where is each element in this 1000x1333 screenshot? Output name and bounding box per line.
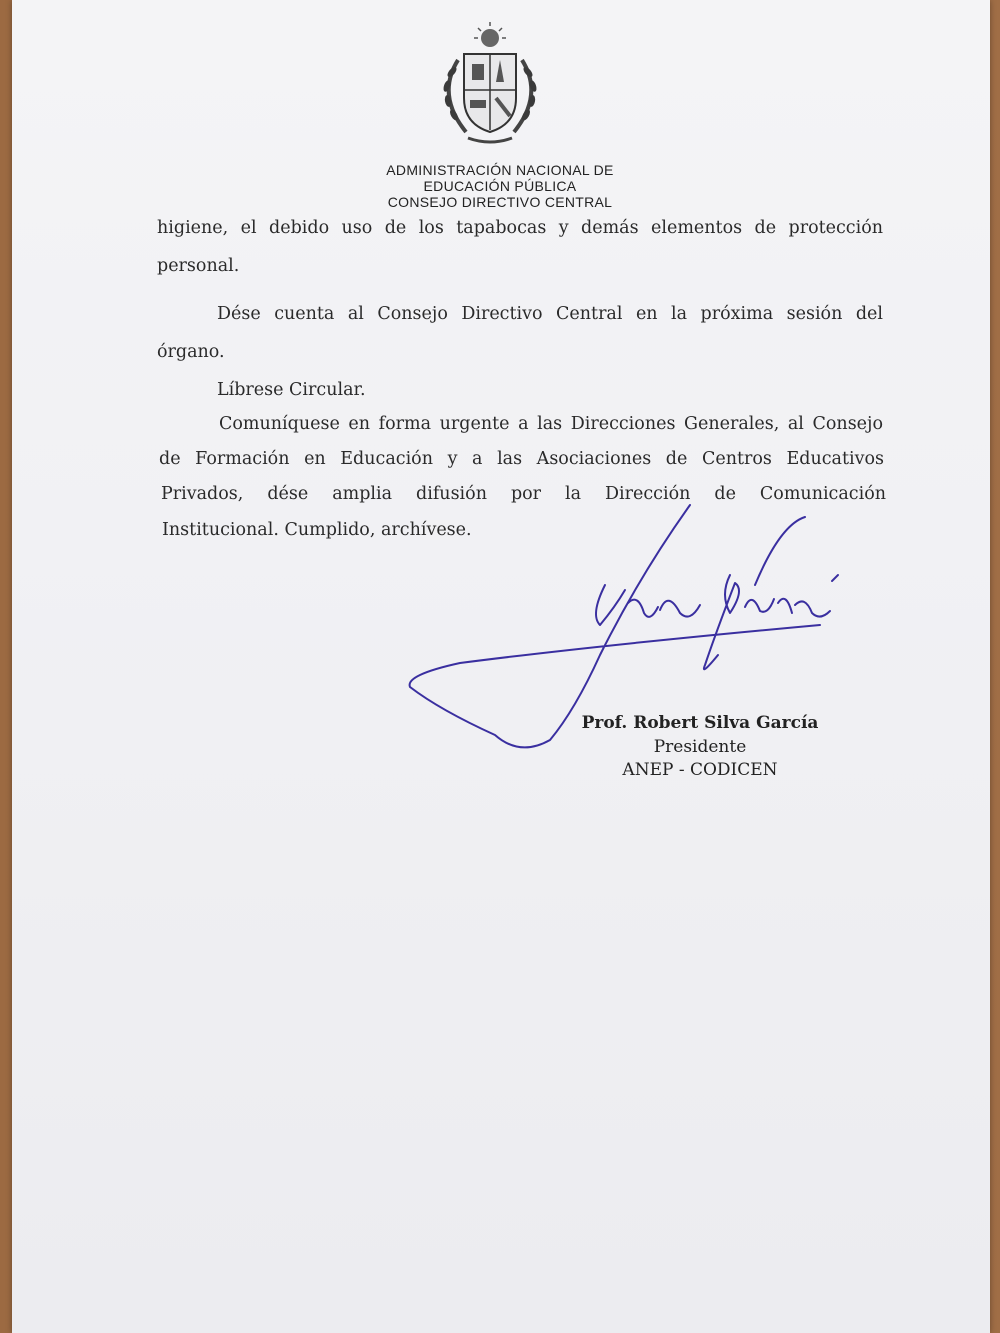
paragraph-1-line-1: higiene, el debido uso de los tapabocas y demás elementos de protección (157, 218, 883, 238)
paragraph-2-line-2: órgano. (157, 342, 225, 362)
signatory-title: Presidente (653, 737, 747, 757)
paragraph-4-line-1: Comuníquese en forma urgente a las Direcciones Generales, al Consejo (219, 414, 883, 434)
paragraph-1-line-2: personal. (157, 256, 240, 276)
header-line-3: CONSEJO DIRECTIVO CENTRAL (387, 194, 613, 210)
paragraph-2-line-1: Dése cuenta al Consejo Directivo Central en la próxima sesión del (217, 304, 883, 324)
coat-of-arms-icon (428, 20, 552, 150)
paragraph-4-line-4: Institucional. Cumplido, archívese. (162, 520, 472, 540)
header-line-2: EDUCACIÓN PÚBLICA (423, 178, 577, 194)
signatory-organization: ANEP - CODICEN (622, 760, 778, 780)
signatory-name: Prof. Robert Silva García (581, 713, 819, 733)
paragraph-4-line-3: Privados, dése amplia difusión por la Dirección de Comunicación (161, 484, 886, 504)
header-line-1: ADMINISTRACIÓN NACIONAL DE (386, 162, 614, 178)
paragraph-4-line-2: de Formación en Educación y a las Asociaciones de Centros Educativos (159, 449, 884, 469)
paragraph-3: Líbrese Circular. (217, 380, 366, 400)
